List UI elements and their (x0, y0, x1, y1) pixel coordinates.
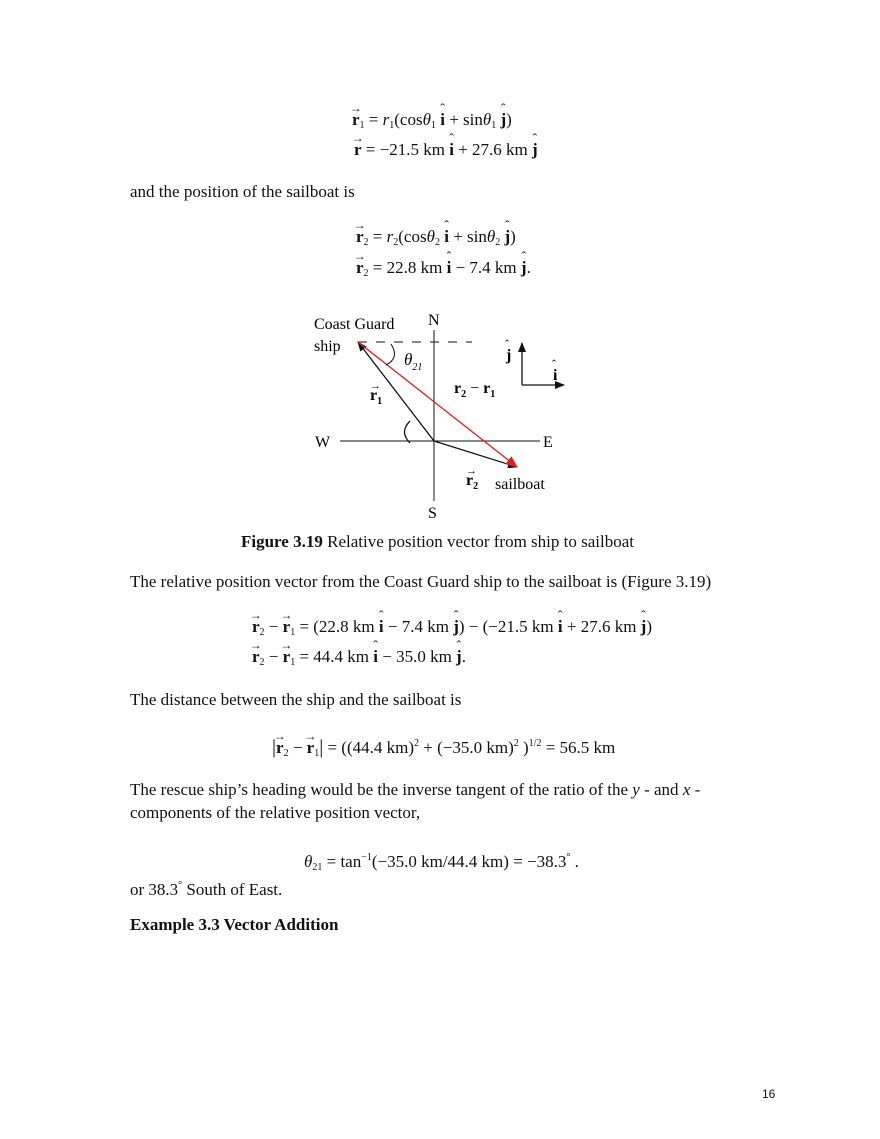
east-label: E (543, 434, 553, 451)
figure-caption: Figure 3.19 Relative position vector from ship to sailboat (241, 532, 634, 551)
equation-r2-definition: → $r_2 = r_2(\cos\theta_2$ ˆ i + sinθ$_2$ ˆ j) (356, 227, 516, 253)
unit-j-label: j (506, 347, 512, 364)
unit-i-label: i (553, 367, 558, 384)
unit-i-hat-glyph: ˆ (552, 357, 556, 371)
sailboat-label: sailboat (495, 476, 545, 493)
equation-r2-value: → $r_2 = 22.8$ km ˆ i − 7.4 km ˆ j. (356, 258, 531, 284)
equation-relative-value: → $r_2$ − → $r_1 = 44.4$ km ˆ i − 35.0 km ˆ j. (252, 647, 466, 673)
ship-label: ship (314, 338, 341, 355)
equation-distance: |→ $r_2$ − → $r_1| = ((44.4$ km)$^2$ + (−35.0 km)$^2$ )$^{1/2}$ = 56.5 km (272, 734, 615, 764)
r2-vector (434, 441, 517, 467)
heading-intro-line1: The rescue ship’s heading would be the inverse tangent of the ratio of the y - and x - (130, 780, 701, 799)
r1-label: $r_1$ (370, 387, 383, 407)
sailboat-intro-text: and the position of the sailboat is (130, 182, 355, 201)
r1-arrow-glyph: → (370, 380, 381, 392)
south-of-east-text: or 38.3° South of East. (130, 880, 283, 899)
coast-guard-label: Coast Guard (314, 316, 395, 333)
r2-arrow-glyph: → (466, 465, 477, 477)
relative-vector-label: $r_2 - r_1$ (454, 380, 496, 400)
equation-r1-value: → r = −21.5 km ˆ i + 27.6 km ˆ j (354, 140, 538, 160)
page-number: 16 (762, 1087, 776, 1101)
r2-label: $r_2$ (466, 472, 479, 492)
relative-position-figure (300, 305, 600, 525)
equation-heading: $\theta_{21} = \tan^{-1}(-35.0$ km/44.4 km) = −38.3° . (304, 852, 579, 873)
equation-r1-definition: → $r_1 = r_1(\cos\theta_1$ ˆ i + sinθ$_1$ ˆ j) (352, 110, 512, 136)
relative-intro-text: The relative position vector from the Coast Guard ship to the sailboat is (Figure 3.19) (130, 572, 712, 591)
theta21-arc (386, 344, 395, 365)
north-label: N (428, 312, 440, 329)
heading-intro-line2: components of the relative position vector, (130, 803, 421, 822)
equation-relative-full: → $r_2$ − → $r_1 = (22.8$ km ˆ i − 7.4 km ˆ j) − (−21.5 km ˆ i + 27.6 km ˆ j) (252, 617, 652, 643)
origin-angle-arc (405, 421, 411, 443)
distance-intro-text: The distance between the ship and the sailboat is (130, 690, 462, 709)
theta21-label: $\theta_{21}$ (404, 350, 423, 373)
example-heading: Example 3.3 Vector Addition (130, 915, 339, 934)
west-label: W (315, 434, 331, 451)
unit-j-hat-glyph: ˆ (505, 337, 509, 351)
south-label: S (428, 505, 437, 522)
